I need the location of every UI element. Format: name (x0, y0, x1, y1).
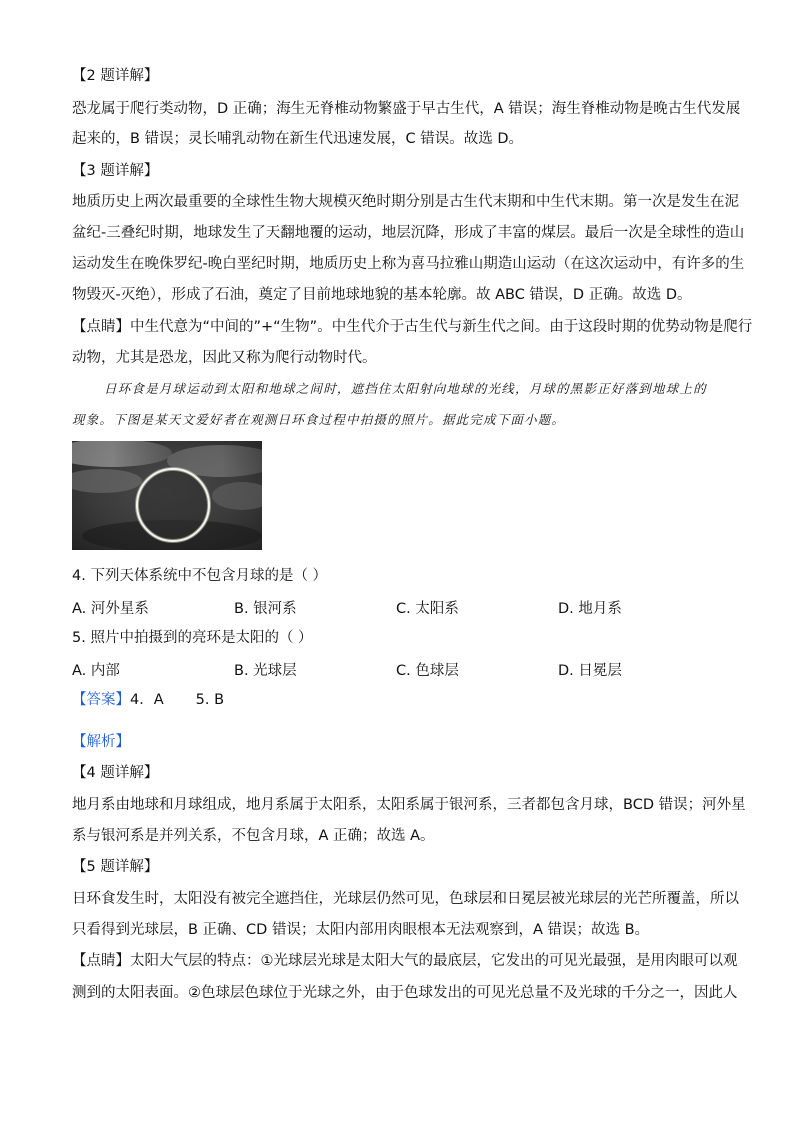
answer-label: 【答案】 (72, 692, 130, 708)
analysis-label: 【解析】 (72, 734, 130, 750)
question-4: 4. 下列天体系统中不包含月球的是（ ） (72, 568, 328, 584)
annular-eclipse-photo (72, 441, 262, 550)
q5-option-d: D. 日冕层 (558, 663, 622, 679)
q5-heading: 【5 题详解】 (72, 859, 159, 875)
q3-heading: 【3 题详解】 (72, 163, 159, 179)
tip2-line-1: 【点睛】太阳大气层的特点：①光球层光球是太阳大气的最底层，它发出的可见光最强，是用肉眼可以观 (72, 953, 738, 969)
stem-line-1: 日环食是月球运动到太阳和地球之间时，遮挡住太阳射向地球的光线，月球的黑影正好落到地球上的 (104, 381, 707, 396)
tip1-line-1: 【点睛】中生代意为“中间的”+“生物”。中生代介于古生代与新生代之间。由于这段时期的优势动物是爬行 (72, 319, 753, 335)
q4-heading: 【4 题详解】 (72, 765, 159, 781)
q3-line-1: 地质历史上两次最重要的全球性生物大规模灭绝时期分别是古生代末期和中生代末期。第一次是发生在泥 (72, 194, 739, 210)
tip2-line-2: 测到的太阳表面。②色球层色球位于光球之外，由于色球发出的可见光总量不及光球的千分之一，因此人 (72, 985, 738, 1001)
answer-5: 5. B (195, 692, 225, 708)
q2-line-1: 恐龙属于爬行类动物，D 正确；海生无脊椎动物繁盛于早古生代，A 错误；海生脊椎动物是晚古生代发展 (72, 101, 741, 117)
q4-option-d: D. 地月系 (558, 601, 622, 617)
stem-line-2: 现象。下图是某天文爱好者在观测日环食过程中拍摄的照片。据此完成下面小题。 (72, 412, 566, 427)
q2-line-2: 起来的，B 错误；灵长哺乳动物在新生代迅速发展，C 错误。故选 D。 (72, 131, 524, 147)
q2-heading: 【2 题详解】 (72, 68, 159, 84)
q5-option-c: C. 色球层 (396, 663, 459, 679)
q4-option-c: C. 太阳系 (396, 601, 459, 617)
q5-option-a: A. 内部 (72, 663, 120, 679)
q5-line-2: 只看得到光球层，B 正确、CD 错误；太阳内部用肉眼根本无法观察到，A 错误；故选 B。 (72, 922, 650, 938)
q4-line-2: 系与银河系是并列关系，不包含月球，A 正确；故选 A。 (72, 828, 435, 844)
q5-option-b: B. 光球层 (234, 663, 297, 679)
q4-option-a: A. 河外星系 (72, 601, 149, 617)
q4-line-1: 地月系由地球和月球组成，地月系属于太阳系，太阳系属于银河系，三者都包含月球，BCD 错误；河外星 (72, 797, 746, 813)
q3-line-2: 盆纪-三叠纪时期，地球发生了天翻地覆的运动，地层沉降，形成了丰富的煤层。最后一次是全球性的造山 (72, 225, 745, 241)
q3-line-3: 运动发生在晚侏罗纪-晚白垩纪时期，地质历史上称为喜马拉雅山期造山运动（在这次运动中，有许多的生 (72, 256, 745, 272)
q5-line-1: 日环食发生时，太阳没有被完全遮挡住，光球层仍然可见，色球层和日冕层被光球层的光芒所覆盖，所以 (72, 891, 739, 907)
q3-line-4: 物毁灭-灭绝），形成了石油，奠定了目前地球地貌的基本轮廓。故 ABC 错误，D 正确。故选 D。 (72, 287, 692, 303)
answer-row (72, 690, 224, 710)
q4-option-b: B. 银河系 (234, 601, 297, 617)
answer-4: 4．A (130, 692, 164, 708)
question-5: 5. 照片中拍摄到的亮环是太阳的（ ） (72, 630, 313, 646)
tip1-line-2: 动物，尤其是恐龙，因此又称为爬行动物时代。 (72, 350, 377, 366)
